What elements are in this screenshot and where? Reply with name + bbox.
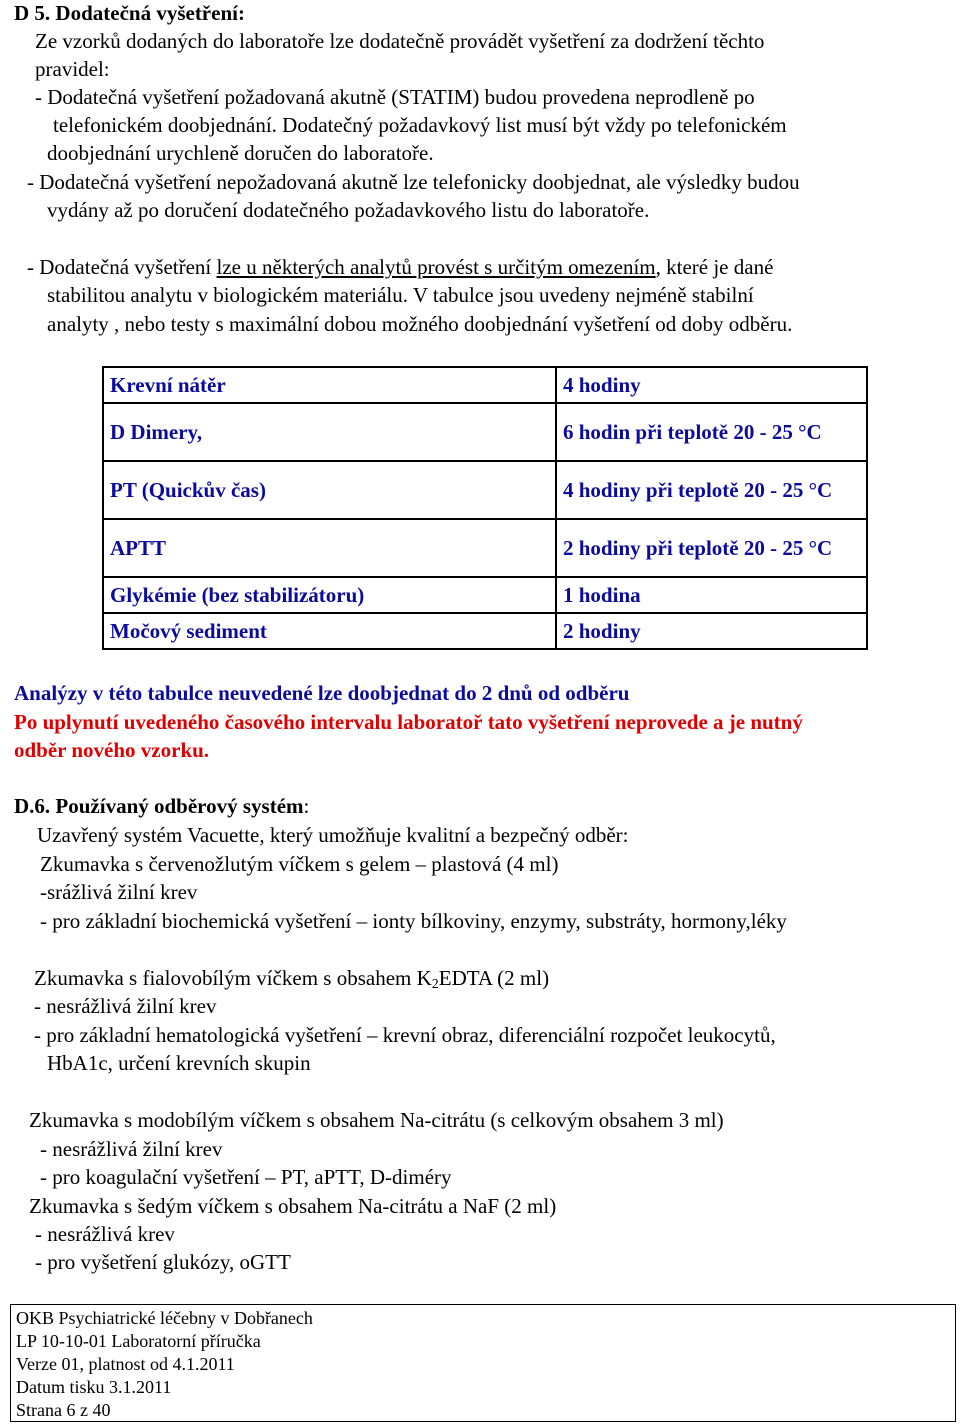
table-row: [103, 519, 867, 577]
rule3-underlined: lze u některých analytů provést s určitým omezením: [216, 255, 656, 279]
footer-line-5: Strana 6 z 40: [16, 1400, 111, 1420]
tube1-line-2: - pro základní biochemická vyšetření – ionty bílkoviny, enzymy, substráty, hormony,léky: [40, 909, 787, 933]
tube4-title: Zkumavka s šedým víčkem s obsahem Na-citrátu a NaF (2 ml): [29, 1194, 557, 1218]
time-cell: 2 hodiny: [556, 613, 867, 649]
section-heading: D 5. Dodatečná vyšetření:: [14, 1, 245, 25]
tube3-line-1: - nesrážlivá žilní krev: [40, 1137, 223, 1161]
table-row: [103, 461, 867, 519]
table-row: [103, 367, 867, 403]
tube2-line-3: HbA1c, určení krevních skupin: [47, 1051, 311, 1075]
rule1-line-1: - Dodatečná vyšetření požadovaná akutně (STATIM) budou provedena neprodleně po: [35, 85, 755, 109]
tube1-title: Zkumavka s červenožlutým víčkem s gelem – plastová (4 ml): [40, 852, 559, 876]
rule3-line-1: [27, 253, 773, 281]
analyte-cell: D Dimery,: [103, 403, 556, 461]
time-cell: 6 hodin při teplotě 20 - 25 °C: [556, 403, 867, 461]
intro-line-2: pravidel:: [35, 57, 110, 81]
footer-line-3: Verze 01, platnost od 4.1.2011: [16, 1354, 235, 1374]
footer-line-1: OKB Psychiatrické léčebny v Dobřanech: [16, 1308, 313, 1328]
tube2-title-sub: 2: [431, 977, 439, 992]
rule2-line-1: - Dodatečná vyšetření nepožadovaná akutně lze telefonicky doobjednat, ale výsledky budou: [27, 170, 800, 194]
analyte-cell: Glykémie (bez stabilizátoru): [103, 577, 556, 613]
blue-note: Analýzy v této tabulce neuvedené lze doobjednat do 2 dnů od odběru: [14, 681, 630, 705]
page-footer: [10, 1304, 956, 1422]
rule3-prefix: - Dodatečná vyšetření: [27, 255, 217, 279]
rule2-line-2: vydány až po doručení dodatečného požadavkového listu do laboratoře.: [47, 198, 650, 222]
system-heading: [14, 792, 309, 820]
intro-line-1: Ze vzorků dodaných do laboratoře lze dodatečně provádět vyšetření za dodržení těchto: [35, 29, 765, 53]
tube4-line-2: - pro vyšetření glukózy, oGTT: [35, 1250, 291, 1274]
tube1-line-1: -srážlivá žilní krev: [40, 880, 198, 904]
tube4-line-1: - nesrážlivá krev: [35, 1222, 175, 1246]
stability-table: [102, 366, 868, 650]
system-heading-colon: :: [303, 794, 310, 818]
time-cell: 4 hodiny: [556, 367, 867, 403]
tube2-line-1: - nesrážlivá žilní krev: [34, 994, 217, 1018]
table-row: [103, 577, 867, 613]
rule3-suffix: , které je dané: [655, 255, 774, 279]
tube3-title: Zkumavka s modobílým víčkem s obsahem Na-citrátu (s celkovým obsahem 3 ml): [29, 1108, 724, 1132]
analyte-cell: APTT: [103, 519, 556, 577]
tube2-title-b: EDTA (2 ml): [438, 966, 550, 990]
tube2-title-a: Zkumavka s fialovobílým víčkem s obsahem K: [34, 966, 432, 990]
analyte-cell: PT (Quickův čas): [103, 461, 556, 519]
analyte-cell: Krevní nátěr: [103, 367, 556, 403]
table-row: [103, 613, 867, 649]
tube3-line-2: - pro koagulační vyšetření – PT, aPTT, D-diméry: [40, 1165, 452, 1189]
rule3-line-2: stabilitou analytu v biologickém materiálu. V tabulce jsou uvedeny nejméně stabilní: [47, 283, 754, 307]
time-cell: 2 hodiny při teplotě 20 - 25 °C: [556, 519, 867, 577]
system-heading-text: D.6. Používaný odběrový systém: [14, 794, 304, 818]
analyte-cell: Močový sediment: [103, 613, 556, 649]
tube2-line-2: - pro základní hematologická vyšetření – krevní obraz, diferenciální rozpočet leukocytů,: [34, 1023, 776, 1047]
footer-line-4: Datum tisku 3.1.2011: [16, 1377, 172, 1397]
rule1-line-2: telefonickém doobjednání. Dodatečný požadavkový list musí být vždy po telefonickém: [53, 113, 787, 137]
table-row: [103, 403, 867, 461]
time-cell: 1 hodina: [556, 577, 867, 613]
rule1-line-3: doobjednání urychleně doručen do laboratoře.: [47, 141, 434, 165]
time-cell: 4 hodiny při teplotě 20 - 25 °C: [556, 461, 867, 519]
system-intro: Uzavřený systém Vacuette, který umožňuje kvalitní a bezpečný odběr:: [37, 823, 629, 847]
rule3-line-3: analyty , nebo testy s maximální dobou možného doobjednání vyšetření od doby odběru.: [47, 312, 793, 336]
red-note-line-2: odběr nového vzorku.: [14, 738, 210, 762]
red-note-line-1: Po uplynutí uvedeného časového intervalu laboratoř tato vyšetření neprovede a je nutný: [14, 710, 803, 734]
footer-line-2: LP 10-10-01 Laboratorní příručka: [16, 1331, 261, 1351]
